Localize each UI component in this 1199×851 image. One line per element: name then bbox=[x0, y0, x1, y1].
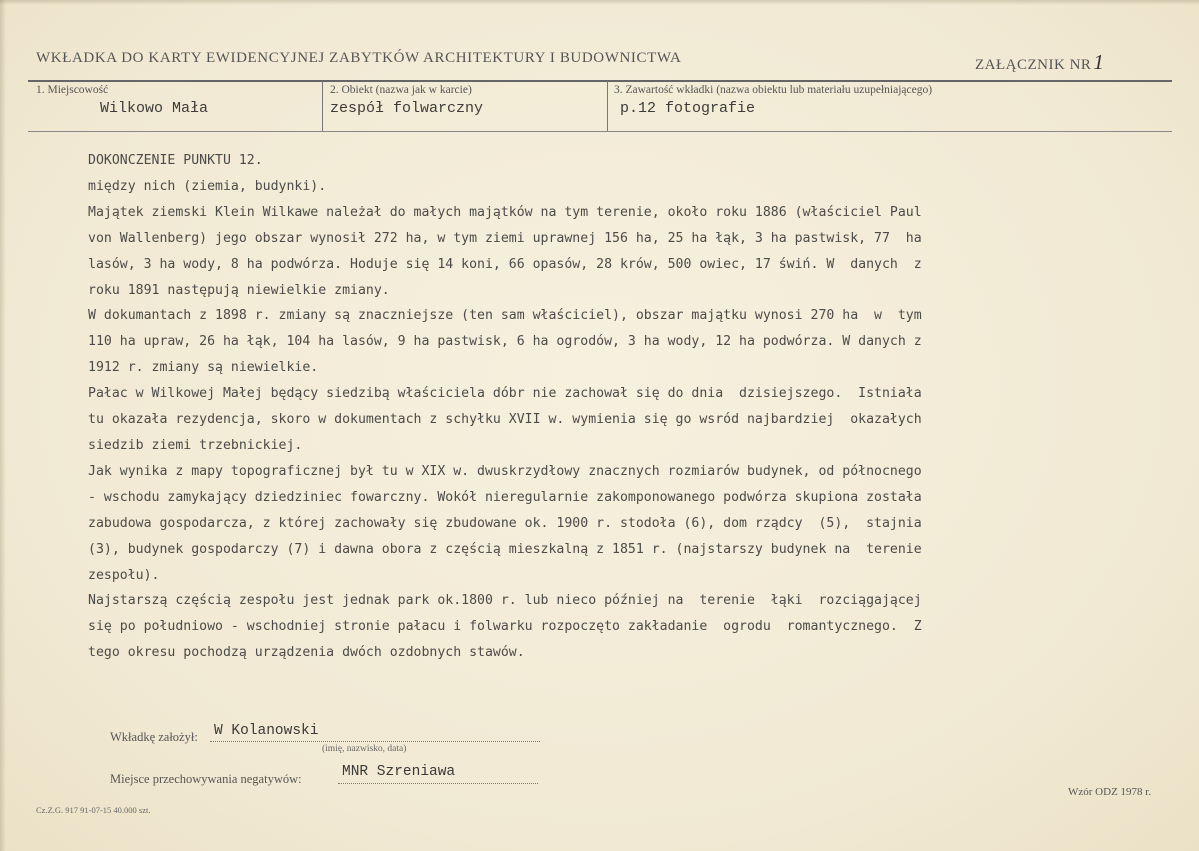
body-line: tego okresu pochodzą urządzenia dwóch ozdobnych stawów. bbox=[88, 645, 525, 661]
header-bottom-rule bbox=[28, 131, 1172, 132]
print-note: Cz.Z.G. 917 91-07-15 40.000 szt. bbox=[36, 805, 151, 815]
storage-dotted-line bbox=[338, 783, 538, 784]
form-title: WKŁADKA DO KARTY EWIDENCYJNEJ ZABYTKÓW ARCHITEKTURY I BUDOWNICTWA bbox=[36, 50, 682, 66]
field-locality-value: Wilkowo Mała bbox=[100, 100, 209, 117]
body-line: lasów, 3 ha wody, 8 ha podwórza. Hoduje się 14 koni, 66 opasów, 28 krów, 500 owiec, 17 świń. W danych z bbox=[88, 256, 922, 272]
body-line: tu okazała rezydencja, skoro w dokumentach z schyłku XVII w. wymienia się go wsród najbardziej okazałych bbox=[88, 412, 922, 428]
body-line: Jak wynika z mapy topograficznej był tu w XIX w. dwuskrzydłowy znacznych rozmiarów budynek, od północnego bbox=[88, 463, 922, 479]
field-divider bbox=[322, 81, 323, 131]
body-line: Majątek ziemski Klein Wilkawe należał do małych majątków na tym terenie, około roku 1886 (właściciel Paul bbox=[88, 204, 922, 220]
field-locality-label: 1. Miejscowość bbox=[36, 84, 109, 96]
field-object-value: zespół folwarczny bbox=[330, 100, 484, 117]
typed-body-text bbox=[88, 148, 1168, 666]
field-contents-label: 3. Zawartość wkładki (nazwa obiektu lub materiału uzupełniającego) bbox=[614, 84, 933, 96]
field-divider bbox=[607, 81, 608, 131]
body-line: roku 1891 następują niewielkie zmiany. bbox=[88, 282, 390, 298]
creator-label: Wkładkę założył: bbox=[110, 730, 198, 744]
creator-dotted-line bbox=[210, 741, 540, 742]
paper-edge-shadow bbox=[0, 0, 6, 851]
storage-value: MNR Szreniawa bbox=[342, 764, 456, 780]
body-line: między nich (ziemia, budynki). bbox=[88, 178, 327, 194]
body-line: się po południowo - wschodniej stronie pałacu i folwarku rozpoczęto zakładanie ogrodu romantycznego. Z bbox=[88, 619, 922, 635]
body-line: 1912 r. zmiany są niewielkie. bbox=[88, 360, 319, 376]
body-line: DOKONCZENIE PUNKTU 12. bbox=[88, 153, 263, 168]
storage-label: Miejsce przechowywania negatywów: bbox=[110, 772, 302, 786]
field-object-label: 2. Obiekt (nazwa jak w karcie) bbox=[330, 84, 472, 96]
body-line: Najstarszą częścią zespołu jest jednak park ok.1800 r. lub nieco później na terenie łąki rozciągającej bbox=[88, 593, 922, 609]
header-top-rule bbox=[28, 80, 1172, 82]
body-line: W dokumantach z 1898 r. zmiany są znaczniejsze (ten sam właściciel), obszar majątku wynosi 270 ha w tym bbox=[88, 308, 922, 324]
attachment-number: 1 bbox=[1093, 50, 1105, 74]
body-line: zespołu). bbox=[88, 567, 160, 583]
paper-edge-shadow-top bbox=[0, 0, 1199, 5]
body-line: von Wallenberg) jego obszar wynosił 272 ha, w tym ziemi uprawnej 156 ha, 25 ha łąk, 3 ha pastwisk, 77 ha bbox=[88, 230, 922, 246]
body-line: - wschodu zamykający dziedziniec fowarczny. Wokół nieregularnie zakomponowanego podwórza skupiona została bbox=[88, 489, 922, 505]
body-line: zabudowa gospodarcza, z której zachowały się zbudowane ok. 1900 r. stodoła (6), dom rządcy (5), stajnia bbox=[88, 515, 922, 531]
attachment-label-text: ZAŁĄCZNIK NR bbox=[975, 57, 1092, 73]
body-line: siedzib ziemi trzebnickiej. bbox=[88, 437, 303, 453]
body-line: 110 ha upraw, 26 ha łąk, 104 ha lasów, 9 ha pastwisk, 6 ha ogrodów, 3 ha wody, 12 ha podwórza. W danych z bbox=[88, 334, 922, 350]
attachment-label bbox=[975, 50, 1104, 75]
field-contents-value: p.12 fotografie bbox=[620, 100, 756, 117]
creator-value: W Kolanowski bbox=[214, 723, 319, 739]
body-line: Pałac w Wilkowej Małej będący siedzibą właściciela dóbr nie zachował się do dnia dzisiejszego. Istniała bbox=[88, 386, 922, 402]
form-model: Wzór ODZ 1978 r. bbox=[1068, 786, 1152, 798]
creator-hint: (imię, nazwisko, data) bbox=[322, 744, 407, 754]
body-line: (3), budynek gospodarczy (7) i dawna obora z częścią mieszkalną z 1851 r. (najstarszy budynek na terenie bbox=[88, 541, 922, 557]
